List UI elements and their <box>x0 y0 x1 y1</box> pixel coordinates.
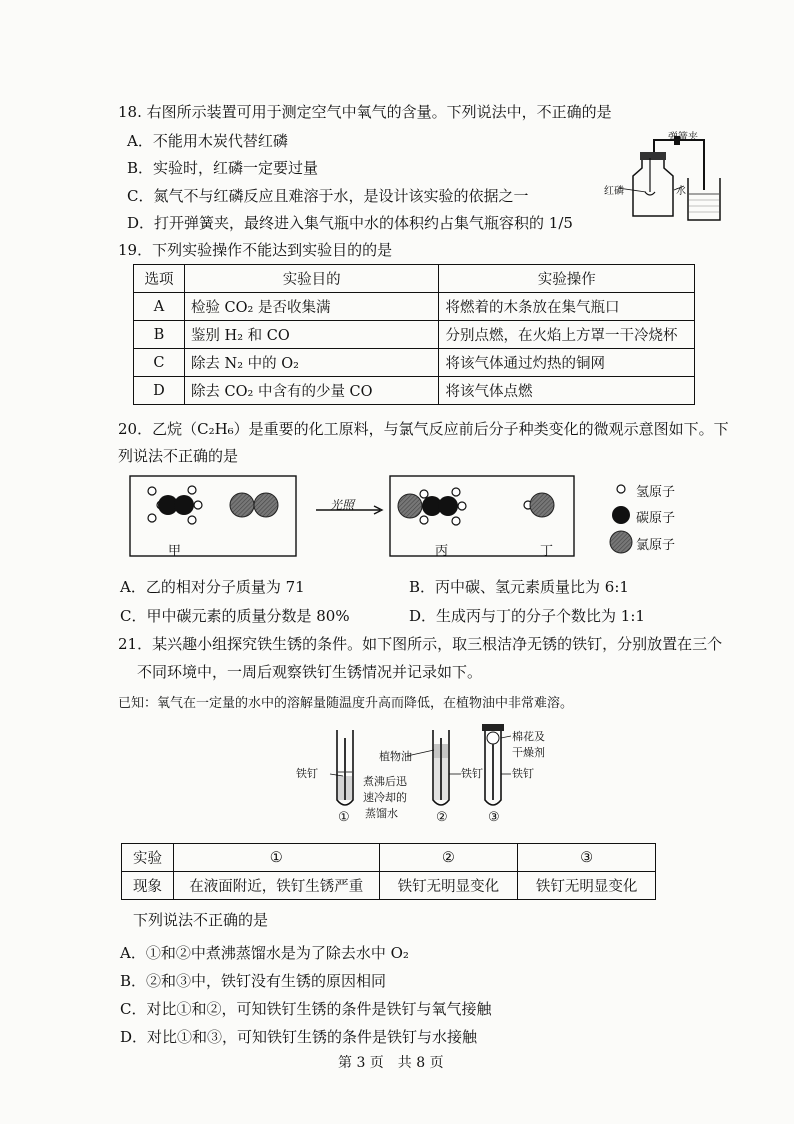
q21-option-b: B．②和③中，铁钉没有生锈的原因相同 <box>120 972 387 990</box>
legend-chlorine-label: 氯原子 <box>636 538 676 553</box>
q18-phosphorus-label: 红磷 <box>604 186 624 197</box>
table-cell: 分别点燃，在火焰上方罩一干冷烧杯 <box>439 321 695 349</box>
table-cell: C <box>134 349 185 377</box>
table-row <box>134 293 695 321</box>
header-cell: 选项 <box>134 265 185 293</box>
q21-question: 下列说法不正确的是 <box>133 911 269 929</box>
q18-option-c: C．氮气不与红磷反应且难溶于水，是设计该实验的依据之一 <box>127 187 529 205</box>
table-cell: ① <box>173 844 379 872</box>
arrow-label: 光照 <box>330 498 355 512</box>
table-cell: ② <box>379 844 518 872</box>
table-cell: 实验 <box>122 844 174 872</box>
table-cell: 铁钉无明显变化 <box>379 872 518 900</box>
legend-hydrogen-icon <box>617 485 625 493</box>
q18-option-a: A．不能用木炭代替红磷 <box>127 132 288 150</box>
q19-stem: 19．下列实验操作不能达到实验目的的是 <box>118 241 393 259</box>
table-cell: 除去 CO₂ 中含有的少量 CO <box>184 377 439 405</box>
q21-stem-line2: 不同环境中，一周后观察铁钉生锈情况并记录如下。 <box>137 663 483 681</box>
table-row <box>134 321 695 349</box>
hcl-molecule <box>524 493 554 517</box>
page-footer: 第 3 页 共 8 页 <box>338 1055 444 1071</box>
table-cell: 将该气体通过灼热的铜网 <box>439 349 695 377</box>
header-cell: 实验操作 <box>439 265 695 293</box>
tube2-number: ② <box>436 810 448 825</box>
tube2-water-label-line1: 煮沸后迅 <box>363 775 407 788</box>
chlorine-molecule <box>230 493 278 517</box>
table-row <box>122 872 656 900</box>
q20-option-c: C．甲中碳元素的质量分数是 80% <box>120 607 350 625</box>
table-cell: 在液面附近，铁钉生锈严重 <box>173 872 379 900</box>
table-cell: 除去 N₂ 中的 O₂ <box>184 349 439 377</box>
q20-option-a: A．乙的相对分子质量为 71 <box>120 578 305 596</box>
legend-carbon-icon <box>612 506 630 524</box>
q21-option-a: A．①和②中煮沸蒸馏水是为了除去水中 O₂ <box>120 944 409 962</box>
q21-test-tube-diagram <box>325 722 535 822</box>
tube2-water-label-line3: 蒸馏水 <box>365 807 398 820</box>
q20-molecule-diagram <box>128 468 688 568</box>
q18-option-b: B．实验时，红磷一定要过量 <box>127 159 319 177</box>
q21-known-note: 已知：氧气在一定量的水中的溶解量随温度升高而降低，在植物油中非常难溶。 <box>118 696 574 711</box>
q21-option-c: C．对比①和②，可知铁钉生锈的条件是铁钉与氧气接触 <box>120 1000 492 1018</box>
legend-chlorine-icon <box>610 531 632 553</box>
table-cell: 鉴别 H₂ 和 CO <box>184 321 439 349</box>
table-cell: 检验 CO₂ 是否收集满 <box>184 293 439 321</box>
table-cell: 现象 <box>122 872 174 900</box>
table-cell: 铁钉无明显变化 <box>518 872 656 900</box>
table-cell: A <box>134 293 185 321</box>
table-cell: 将燃着的木条放在集气瓶口 <box>439 293 695 321</box>
table-cell: D <box>134 377 185 405</box>
table-cell: B <box>134 321 185 349</box>
table-cell: 将该气体点燃 <box>439 377 695 405</box>
tube2-water-label-line2: 速冷却的 <box>363 791 407 804</box>
chloroethane-molecule <box>398 488 466 525</box>
legend-hydrogen-label: 氢原子 <box>636 485 676 500</box>
q20-option-b: B．丙中碳、氢元素质量比为 6:1 <box>409 578 629 596</box>
header-cell: 实验目的 <box>184 265 439 293</box>
q20-stem-line1: 20．乙烷（C₂H₆）是重要的化工原料，与氯气反应前后分子种类变化的微观示意图如下。下 <box>118 420 729 438</box>
q21-option-d: D．对比①和③，可知铁钉生锈的条件是铁钉与水接触 <box>120 1028 478 1046</box>
box-label-jia: 甲 <box>168 544 182 559</box>
table-row <box>134 349 695 377</box>
q21-table <box>121 843 656 900</box>
tube1-nail-label: 铁钉 <box>296 767 318 780</box>
tube2-nail-label: 铁钉 <box>461 767 483 780</box>
table-cell: ③ <box>518 844 656 872</box>
tube3-cotton-label-line2: 干燥剂 <box>512 746 545 759</box>
table-row <box>122 844 656 872</box>
tube3-cotton-label-line1: 棉花及 <box>512 730 545 743</box>
q18-water-label: 水 <box>676 186 686 197</box>
q20-option-d: D．生成丙与丁的分子个数比为 1:1 <box>409 607 645 625</box>
tube3-number: ③ <box>488 810 500 825</box>
q18-stem: 18. 右图所示装置可用于测定空气中氧气的含量。下列说法中，不正确的是 <box>118 103 612 121</box>
box-label-bing: 丙 <box>435 544 449 559</box>
q19-table <box>133 264 695 405</box>
ethane-molecule <box>148 486 202 524</box>
q18-apparatus-diagram <box>600 128 730 228</box>
table-row <box>134 377 695 405</box>
tube2-oil-label: 植物油 <box>379 750 412 763</box>
table-header-row <box>134 265 695 293</box>
tube3-nail-label: 铁钉 <box>512 767 534 780</box>
box-label-ding: 丁 <box>540 544 554 559</box>
legend-carbon-label: 碳原子 <box>636 511 676 526</box>
q18-option-d: D．打开弹簧夹，最终进入集气瓶中水的体积约占集气瓶容积的 1/5 <box>127 214 573 232</box>
tube1-number: ① <box>338 810 350 825</box>
q20-stem-line2: 列说法不正确的是 <box>118 447 239 465</box>
q18-clamp-label: 弹簧夹 <box>668 132 698 143</box>
q21-stem-line1: 21．某兴趣小组探究铁生锈的条件。如下图所示，取三根洁净无锈的铁钉，分别放置在三个 <box>118 635 723 653</box>
